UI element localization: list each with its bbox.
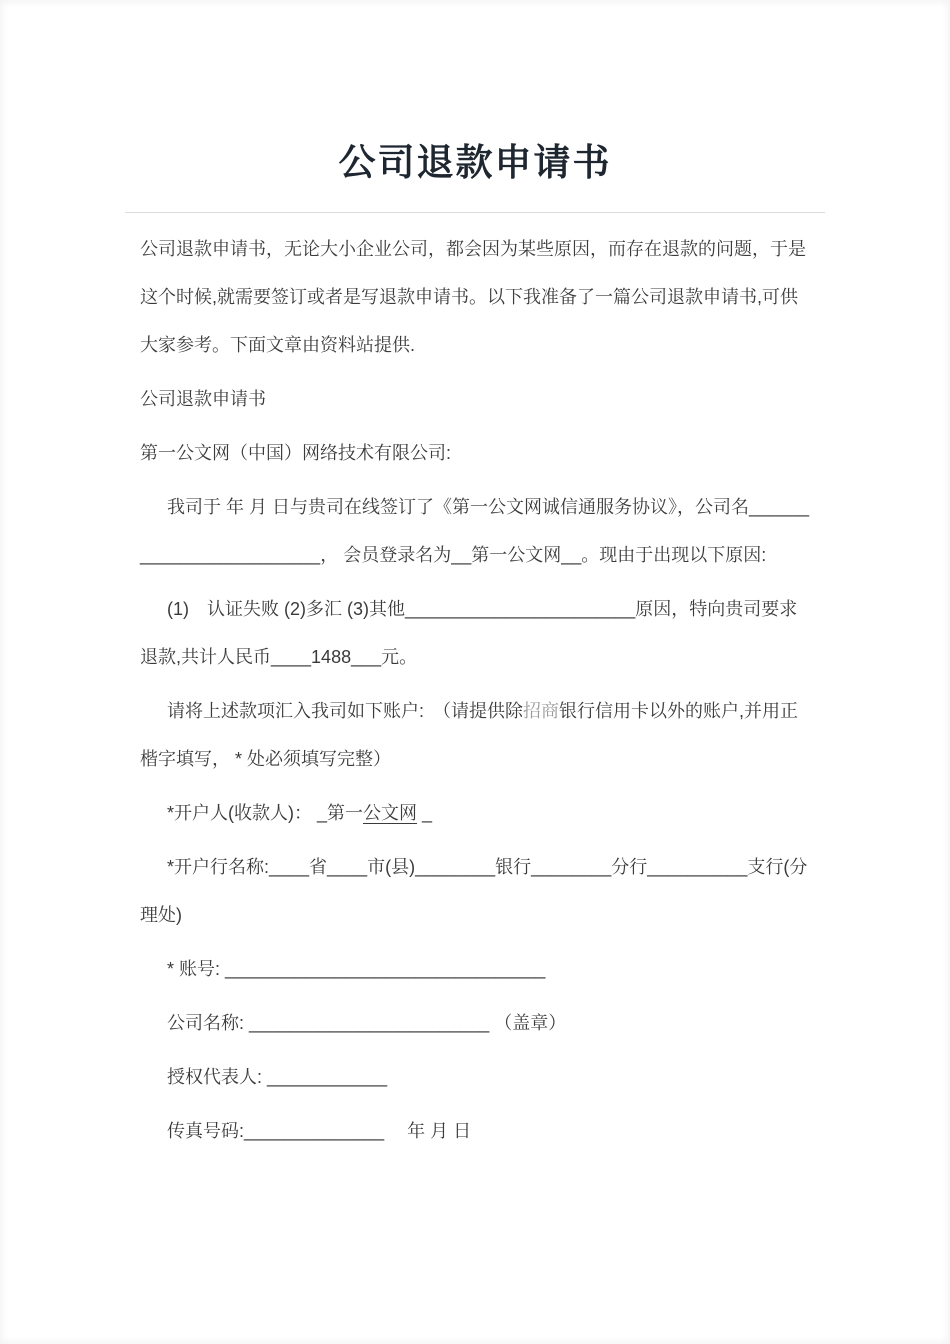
reasons-paragraph: (1) 认证失败 (2)多汇 (3)其他_______________________原因，特向贵司要求退款,共计人民币____1488___元。 (140, 599, 798, 667)
title-divider (125, 212, 825, 213)
intro-paragraph: 公司退款申请书，无论大小企业公司，都会因为某些原因，而存在退款的问题，于是这个时候,就需要签订或者是写退款申请书。以下我准备了一篇公司退款申请书,可供大家参考。下面文章由资料站提供. (140, 239, 806, 355)
bank-branch-line: *开户行名称:____省____市(县)________银行________分行__________支行(分理处) (140, 857, 808, 925)
account-number-line: * 账号: ________________________________ (167, 959, 546, 979)
payee-post: _ (417, 803, 433, 823)
payee-line (140, 789, 810, 837)
payee-pre: *开户人(收款人)： _第一 (167, 803, 364, 823)
representative-line: 授权代表人: ____________ (167, 1067, 388, 1087)
subtitle-line: 公司退款申请书 (140, 389, 266, 409)
account-note-paragraph (140, 687, 810, 783)
fax-date-line: 传真号码:______________ 年 月 日 (167, 1121, 472, 1141)
recipient-line: 第一公文网（中国）网络技术有限公司: (140, 443, 451, 463)
agreement-paragraph: 我司于 年 月 日与贵司在线签订了《第一公文网诚信通服务协议》，公司名________________________， 会员登录名为__第一公文网__。现由于出现以下原因: (140, 497, 810, 565)
account-note-post: 银行信用卡以外的账户,并用正楷字填写， * 处必须填写完整） (140, 701, 798, 769)
bank-name-link[interactable]: 招商 (523, 701, 559, 721)
document-title: 公司退款申请书 (338, 142, 612, 183)
account-note-pre: 请将上述款项汇入我司如下账户: （请提供除 (167, 701, 523, 721)
company-name-line: 公司名称: ________________________ （盖章） (167, 1013, 567, 1033)
gongwenwang-link[interactable]: 公文网 (363, 803, 418, 823)
